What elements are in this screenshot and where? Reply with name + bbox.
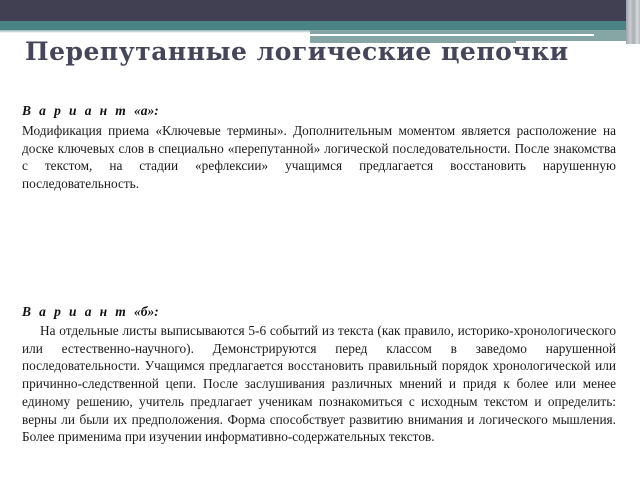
variant-a-text: Модификация приема «Ключевые термины». Дополнительным моментом является расположение на доске ключевых слов в специально «перепутанной» логической последовательности. После знакомства с текстом, на стадии «рефлексии» учащимся предлагается восстановить нарушенную последовательность.	[22, 123, 616, 192]
header-dark-bar	[0, 0, 640, 21]
variant-b-label	[22, 304, 159, 320]
variant-b-text: На отдельные листы выписываются 5-6 событий из текста (как правило, историко-хронологического или естественно-научного). Демонстрируются перед классом в заведомо нарушенной последовательности. Учащимся предлагается восстановить правильный порядок хронологической или причинно-следственной цепи. После заслушивания различных мнений и придя к более или менее единому решению, учитель предлагает ученикам познакомиться с исходным текстом и определить: верны ли были их предположения. Форма способствует развитию внимания и логического мышления. Более применима при изучении информативно-содержательных текстов.	[22, 323, 616, 445]
header-right-strip	[626, 0, 640, 44]
variant-b-label-word: В а р и а н т	[22, 304, 129, 319]
variant-a-label	[22, 103, 159, 119]
variant-a-label-word: В а р и а н т	[22, 103, 129, 118]
header-teal-bar	[0, 21, 640, 30]
slide-title: Перепутанные логические цепочки	[25, 37, 569, 66]
variant-b-label-suffix: «б»:	[134, 304, 159, 319]
header-fade	[0, 30, 310, 33]
variant-a-label-suffix: «а»:	[134, 103, 159, 118]
